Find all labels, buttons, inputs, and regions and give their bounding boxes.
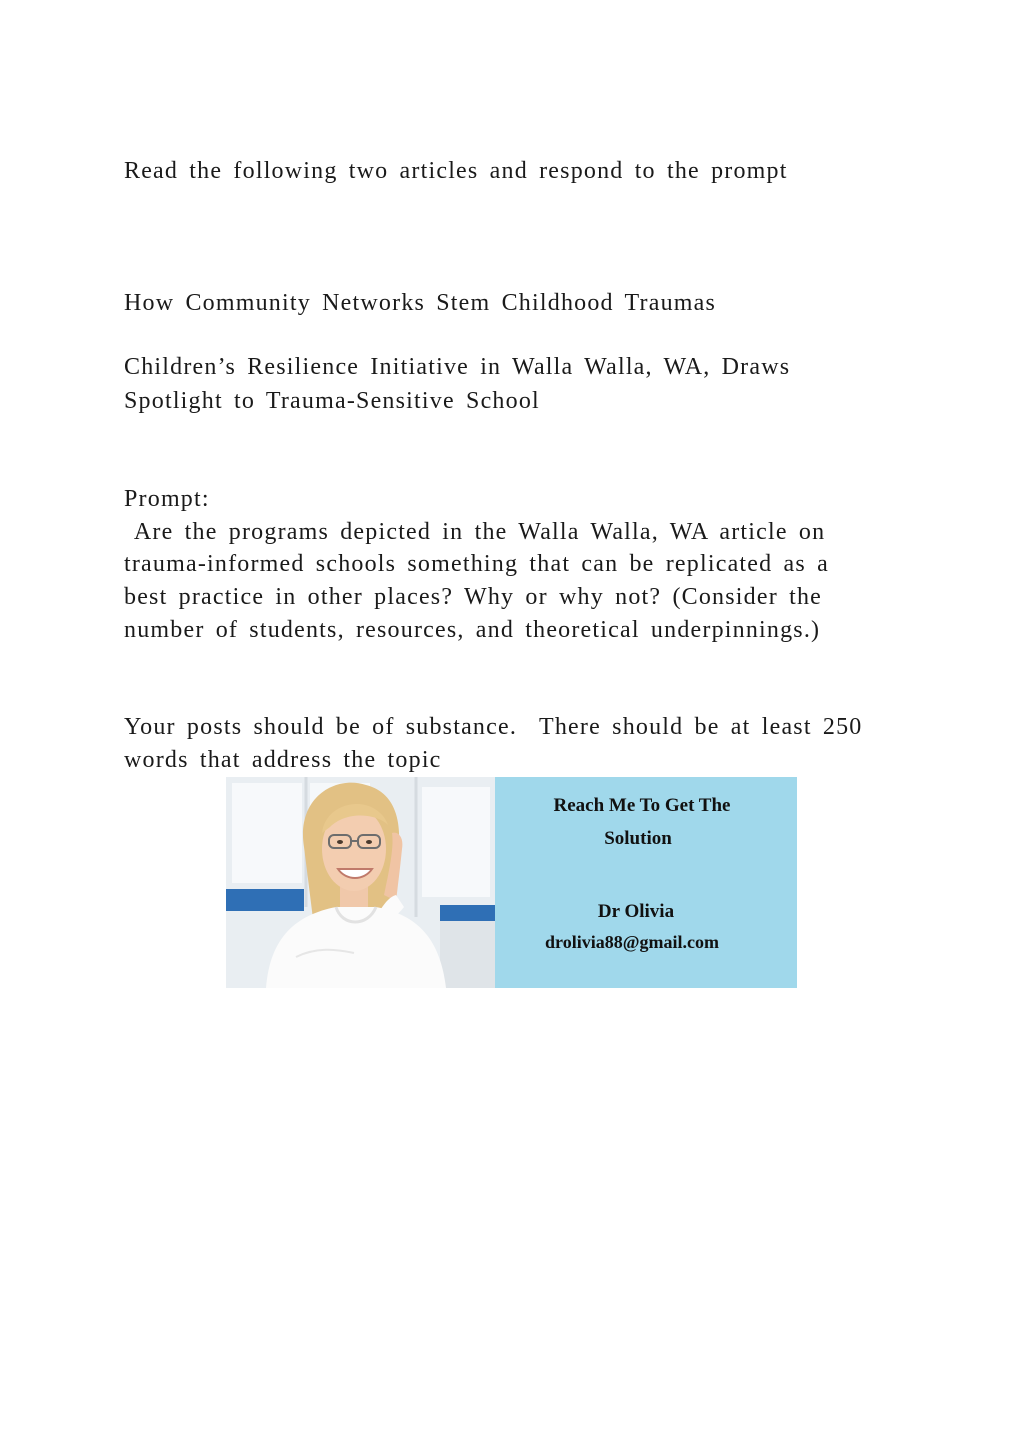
contact-banner xyxy=(226,777,797,988)
article-title-2-line-1: Children’s Resilience Initiative in Walla Walla, WA, Draws xyxy=(124,354,791,380)
article-title-2-line-2: Spotlight to Trauma-Sensitive School xyxy=(124,388,540,414)
prompt-line-3: best practice in other places? Why or why not? (Consider the xyxy=(124,584,823,610)
article-title-1: How Community Networks Stem Childhood Traumas xyxy=(124,290,717,316)
post-requirement-line-2: words that address the topic xyxy=(124,747,442,773)
post-requirement-line-1: Your posts should be of substance. There should be at least 250 xyxy=(124,714,863,740)
prompt-line-4: number of students, resources, and theoretical underpinnings.) xyxy=(124,617,821,643)
prompt-line-1: Are the programs depicted in the Walla Walla, WA article on xyxy=(124,519,826,545)
prompt-label: Prompt: xyxy=(124,486,210,512)
woman-photo xyxy=(226,777,495,988)
contact-heading-line-1: Reach Me To Get The xyxy=(553,795,731,816)
contact-email: drolivia88@gmail.com xyxy=(545,932,719,952)
contact-info-panel xyxy=(495,777,797,988)
woman-illustration-icon xyxy=(226,777,495,988)
contact-heading-line-2: Solution xyxy=(604,828,672,849)
intro-text: Read the following two articles and respond to the prompt xyxy=(124,158,788,184)
prompt-line-2: trauma-informed schools something that can be replicated as a xyxy=(124,551,829,577)
contact-name: Dr Olivia xyxy=(597,901,675,922)
